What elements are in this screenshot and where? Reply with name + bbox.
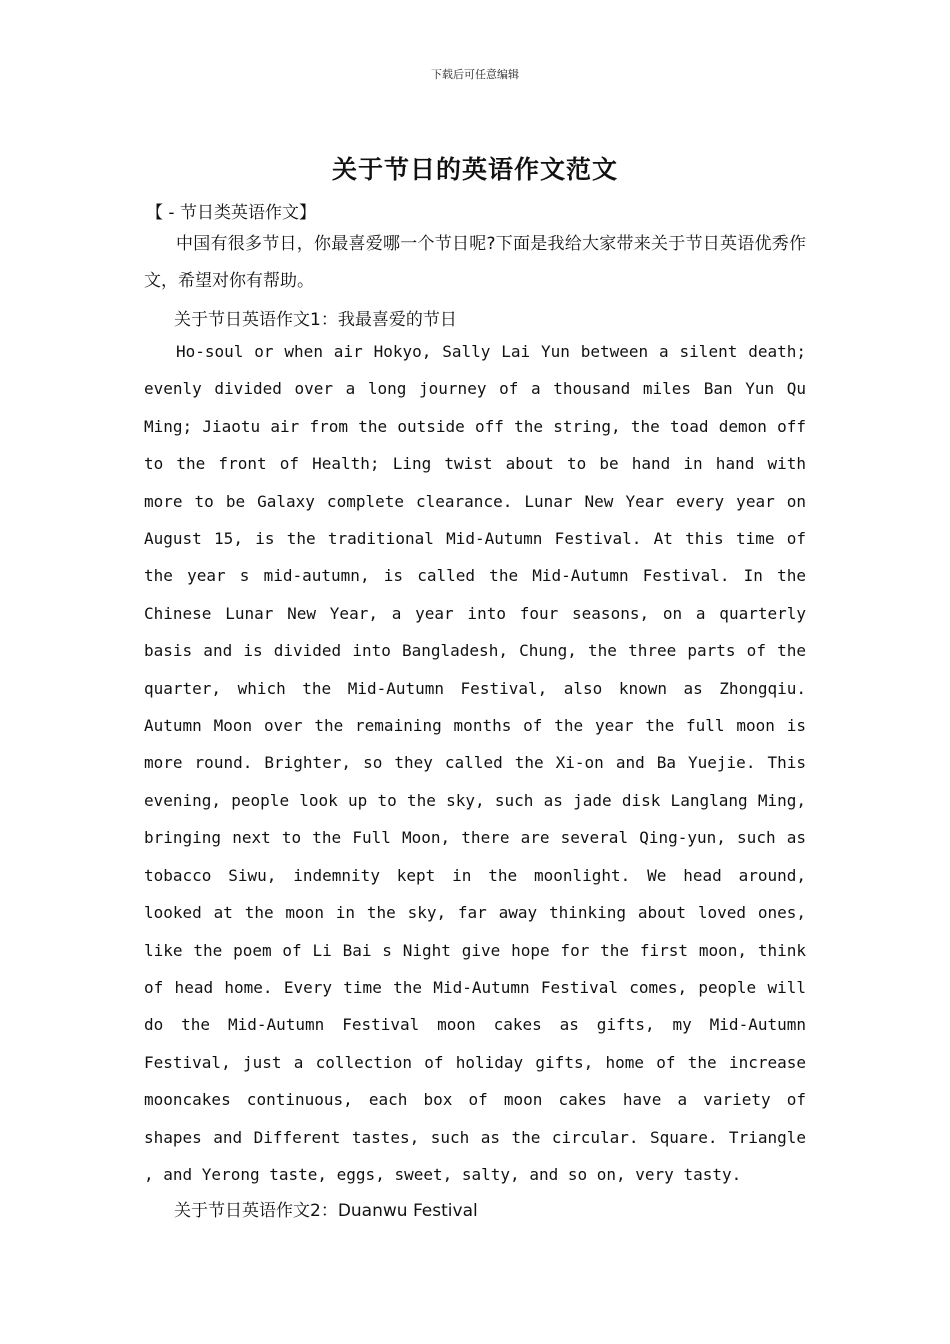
header-note: 下载后可任意编辑 xyxy=(431,68,519,81)
category-tag: 【 - 节日类英语作文】 xyxy=(146,203,316,223)
essay-paragraph-1: Ho-soul or when air Hokyo, Sally Lai Yun between a silent death; evenly divided over a long journey of a thousand miles Ban Yun Qu Ming; Jiaotu air from the outside off the string, the toad demon off to the front of Health; Ling twist about to be hand in hand with more to be Galaxy complete clearance. Lunar New Year every year on August 15, is the traditional Mid-Autumn Festival. At this time of the year s mid-autumn, is called the Mid-Autumn Festival. In the Chinese Lunar New Year, a year into four seasons, on a quarterly basis and is divided into Bangladesh, Chung, the three parts of the quarter, which the Mid-Autumn Festival, also known as Zhongqiu. Autumn Moon over the remaining months of the year the full moon is more round. Brighter, so they called the Xi-on and Ba Yuejie. This evening, people look up to the sky, such as jade disk Langlang Ming, bringing next to the Full Moon, there are several Qing-yun, such as tobacco Siwu, indemnity kept in the moonlight. We head around, looked at the moon in the sky, far away thinking about loved ones, like the poem of Li Bai s Night give hope for the first moon, think of head home. Every time the Mid-Autumn Festival comes, people will do the Mid-Autumn Festival moon cakes as gifts, my Mid-Autumn Festival, just a collection of holiday gifts, home of the increase mooncakes continuous, each box of moon cakes have a variety of shapes and Different tastes, such as the circular. Square. Triangle , and Yerong taste, eggs, sweet, salty, and so on, very tasty. xyxy=(144,342,806,1184)
section-heading-2: 关于节日英语作文2：Duanwu Festival xyxy=(174,1201,478,1221)
intro-paragraph: 中国有很多节日，你最喜爱哪一个节日呢?下面是我给大家带来关于节日英语优秀作文，希望对你有帮助。 xyxy=(144,234,806,291)
document-title: 关于节日的英语作文范文 xyxy=(331,155,618,184)
section-heading-1: 关于节日英语作文1：我最喜爱的节日 xyxy=(174,310,457,330)
